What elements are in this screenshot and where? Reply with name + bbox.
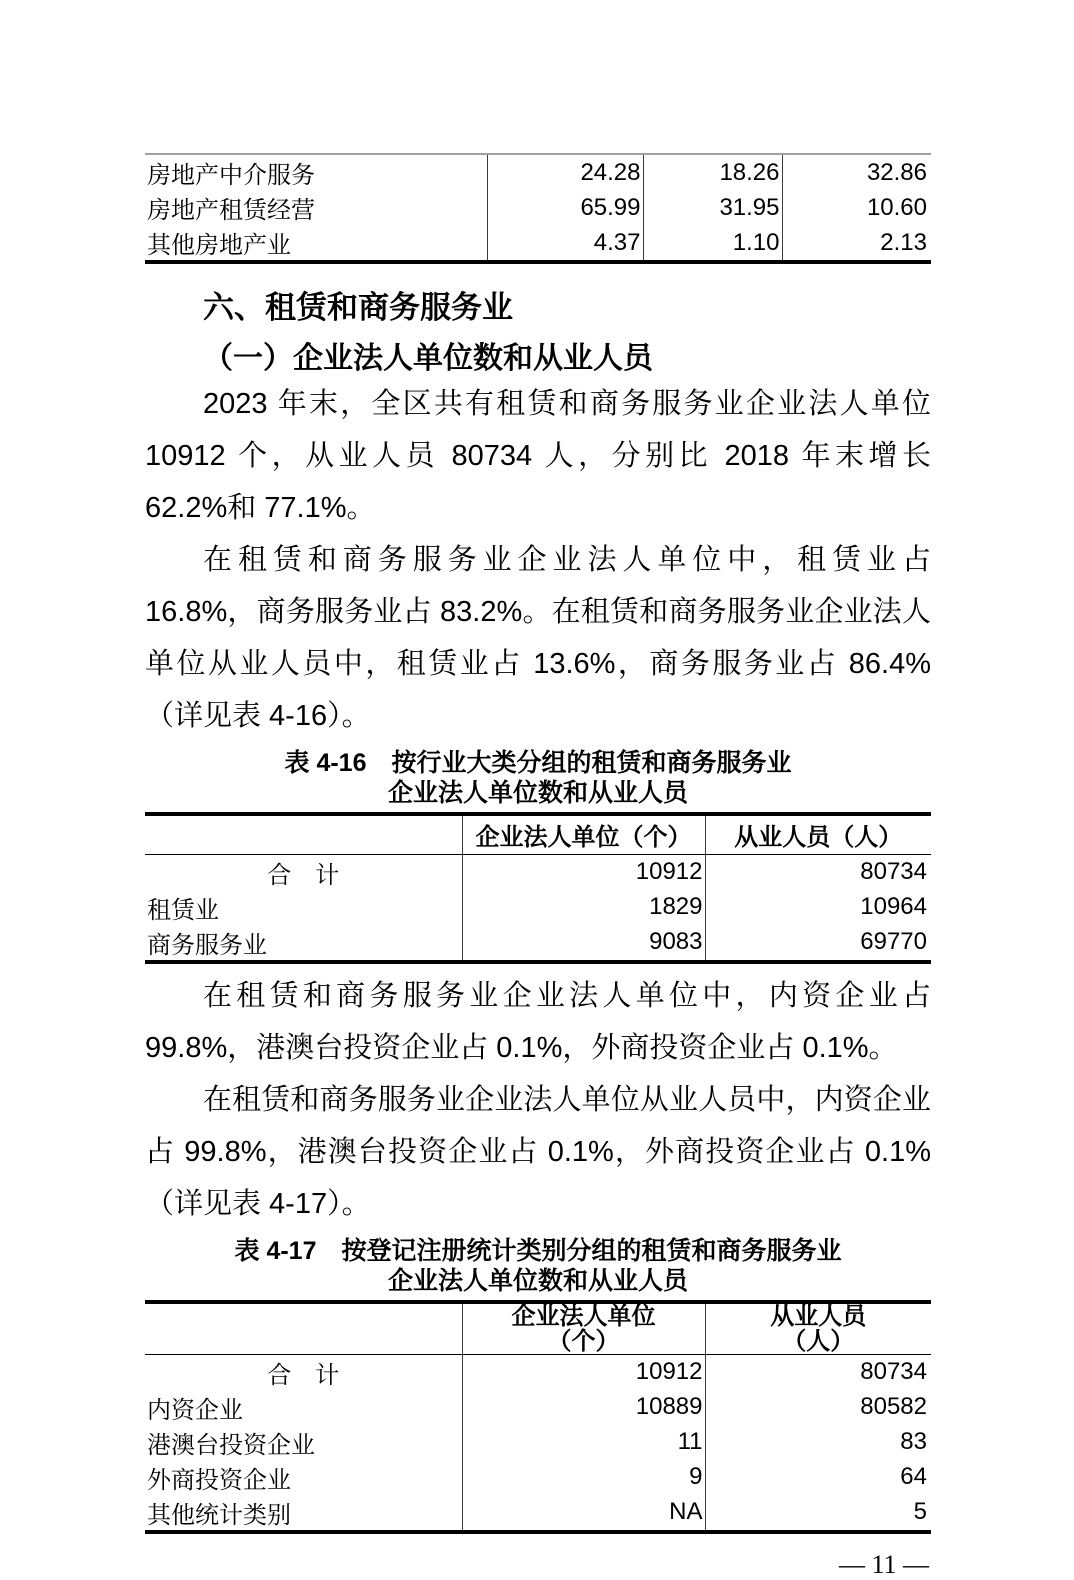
- section-heading: 六、租赁和商务服务业: [203, 290, 513, 325]
- header-cell-units: 企业法人单位（个）: [462, 814, 705, 854]
- header-cell-units: [462, 1302, 705, 1355]
- table-row: [145, 1460, 931, 1495]
- table-row: [145, 1425, 931, 1460]
- row-label: 合 计: [145, 854, 462, 890]
- row-label: 外商投资企业: [145, 1460, 462, 1495]
- table-cell-value: 69770: [860, 928, 927, 955]
- row-label: 合 计: [145, 1354, 462, 1390]
- paragraph: 在租赁和商务服务业企业法人单位中，内资企业占 99.8%，港澳台投资企业占 0.1%，外商投资企业占 0.1%。: [145, 979, 931, 1064]
- table-cell-value: 1.10: [643, 225, 782, 262]
- table-cell-value: 64: [900, 1463, 927, 1490]
- paragraph: 在租赁和商务服务业企业法人单位从业人员中，内资企业占 99.8%，港澳台投资企业占 0.1%，外商投资企业占 0.1%（详见表 4-17）。: [145, 1083, 931, 1220]
- table-row: [145, 190, 931, 225]
- table-header-row: [145, 1302, 931, 1355]
- row-label: 租赁业: [145, 890, 462, 925]
- table-cell-value: 4.37: [487, 225, 643, 262]
- table-cell-value: 80734: [860, 858, 927, 885]
- table-cell-value: 10964: [860, 893, 927, 920]
- page-content: [145, 153, 931, 1580]
- table-row: [145, 925, 931, 962]
- table-cell-value: 24.28: [487, 154, 643, 190]
- table-row-total: [145, 854, 931, 890]
- table-cell-value: 80734: [860, 1358, 927, 1385]
- table-4-16-title: [145, 748, 931, 808]
- row-label: 港澳台投资企业: [145, 1425, 462, 1460]
- row-label: 商务服务业: [145, 925, 462, 962]
- table-cell-value: 83: [900, 1428, 927, 1455]
- table-title-line1: 表 4-17 按登记注册统计类别分组的租赁和商务服务业: [234, 1236, 842, 1265]
- table-header-row: [145, 814, 931, 854]
- table-cell-value: 10912: [462, 1354, 705, 1390]
- header-cell-staff: 从业人员（人）: [705, 814, 931, 854]
- table-cell-value: 32.86: [866, 158, 927, 186]
- header-line1: 从业人员: [770, 1302, 867, 1330]
- header-cell-empty: [145, 1302, 462, 1355]
- table-cell-value: 10.60: [866, 193, 927, 221]
- header-cell-staff: [705, 1302, 931, 1355]
- table-cell-value: NA: [462, 1495, 705, 1532]
- row-label: 其他房地产业: [145, 225, 487, 262]
- table-row-total: [145, 1354, 931, 1390]
- row-label: 房地产租赁经营: [145, 190, 487, 225]
- row-label: 内资企业: [145, 1390, 462, 1425]
- paragraph: 在租赁和商务服务业企业法人单位中，租赁业占 16.8%，商务服务业占 83.2%。在租赁和商务服务业企业法人单位从业人员中，租赁业占 13.6%，商务服务业占 86.4%（详见表 4-16）。: [145, 544, 931, 732]
- paragraph: 2023 年末，全区共有租赁和商务服务业企业法人单位 10912 个，从业人员 80734 人，分别比 2018 年末增长 62.2%和 77.1%。: [145, 388, 931, 524]
- table-row: [145, 1495, 931, 1532]
- section-subheading: （一）企业法人单位数和从业人员: [203, 342, 653, 375]
- table-row: [145, 890, 931, 925]
- table-cell-value: 9083: [462, 925, 705, 962]
- table-cell-value: 10889: [462, 1390, 705, 1425]
- table-cell-value: 18.26: [643, 154, 782, 190]
- table-cell-value: 2.13: [880, 228, 927, 256]
- table-title-line2: 企业法人单位数和从业人员: [387, 1266, 688, 1295]
- table-cell-value: 11: [462, 1425, 705, 1460]
- real-estate-continuation-table: [145, 153, 931, 264]
- table-cell-value: 10912: [462, 854, 705, 890]
- table-cell-value: 9: [462, 1460, 705, 1495]
- header-line2: （个）: [547, 1327, 620, 1355]
- table-row: [145, 154, 931, 190]
- table-cell-value: 80582: [860, 1393, 927, 1420]
- row-label: 房地产中介服务: [145, 154, 487, 190]
- page-number: — 11 —: [838, 1549, 929, 1579]
- table-4-17-title: [145, 1236, 931, 1296]
- table-cell-value: 31.95: [643, 190, 782, 225]
- table-row: [145, 225, 931, 262]
- table-4-16: [145, 812, 931, 964]
- table-cell-value: 65.99: [487, 190, 643, 225]
- header-line2: （人）: [782, 1327, 855, 1355]
- table-4-17: [145, 1300, 931, 1534]
- table-title-line2: 企业法人单位数和从业人员: [387, 779, 688, 807]
- row-label: 其他统计类别: [145, 1495, 462, 1532]
- table-cell-value: 1829: [462, 890, 705, 925]
- header-line1: 企业法人单位: [511, 1302, 656, 1330]
- table-title-line1: 表 4-16 按行业大类分组的租赁和商务服务业: [284, 749, 792, 777]
- header-cell-empty: [145, 814, 462, 854]
- table-row: [145, 1390, 931, 1425]
- table-cell-value: 5: [913, 1498, 927, 1525]
